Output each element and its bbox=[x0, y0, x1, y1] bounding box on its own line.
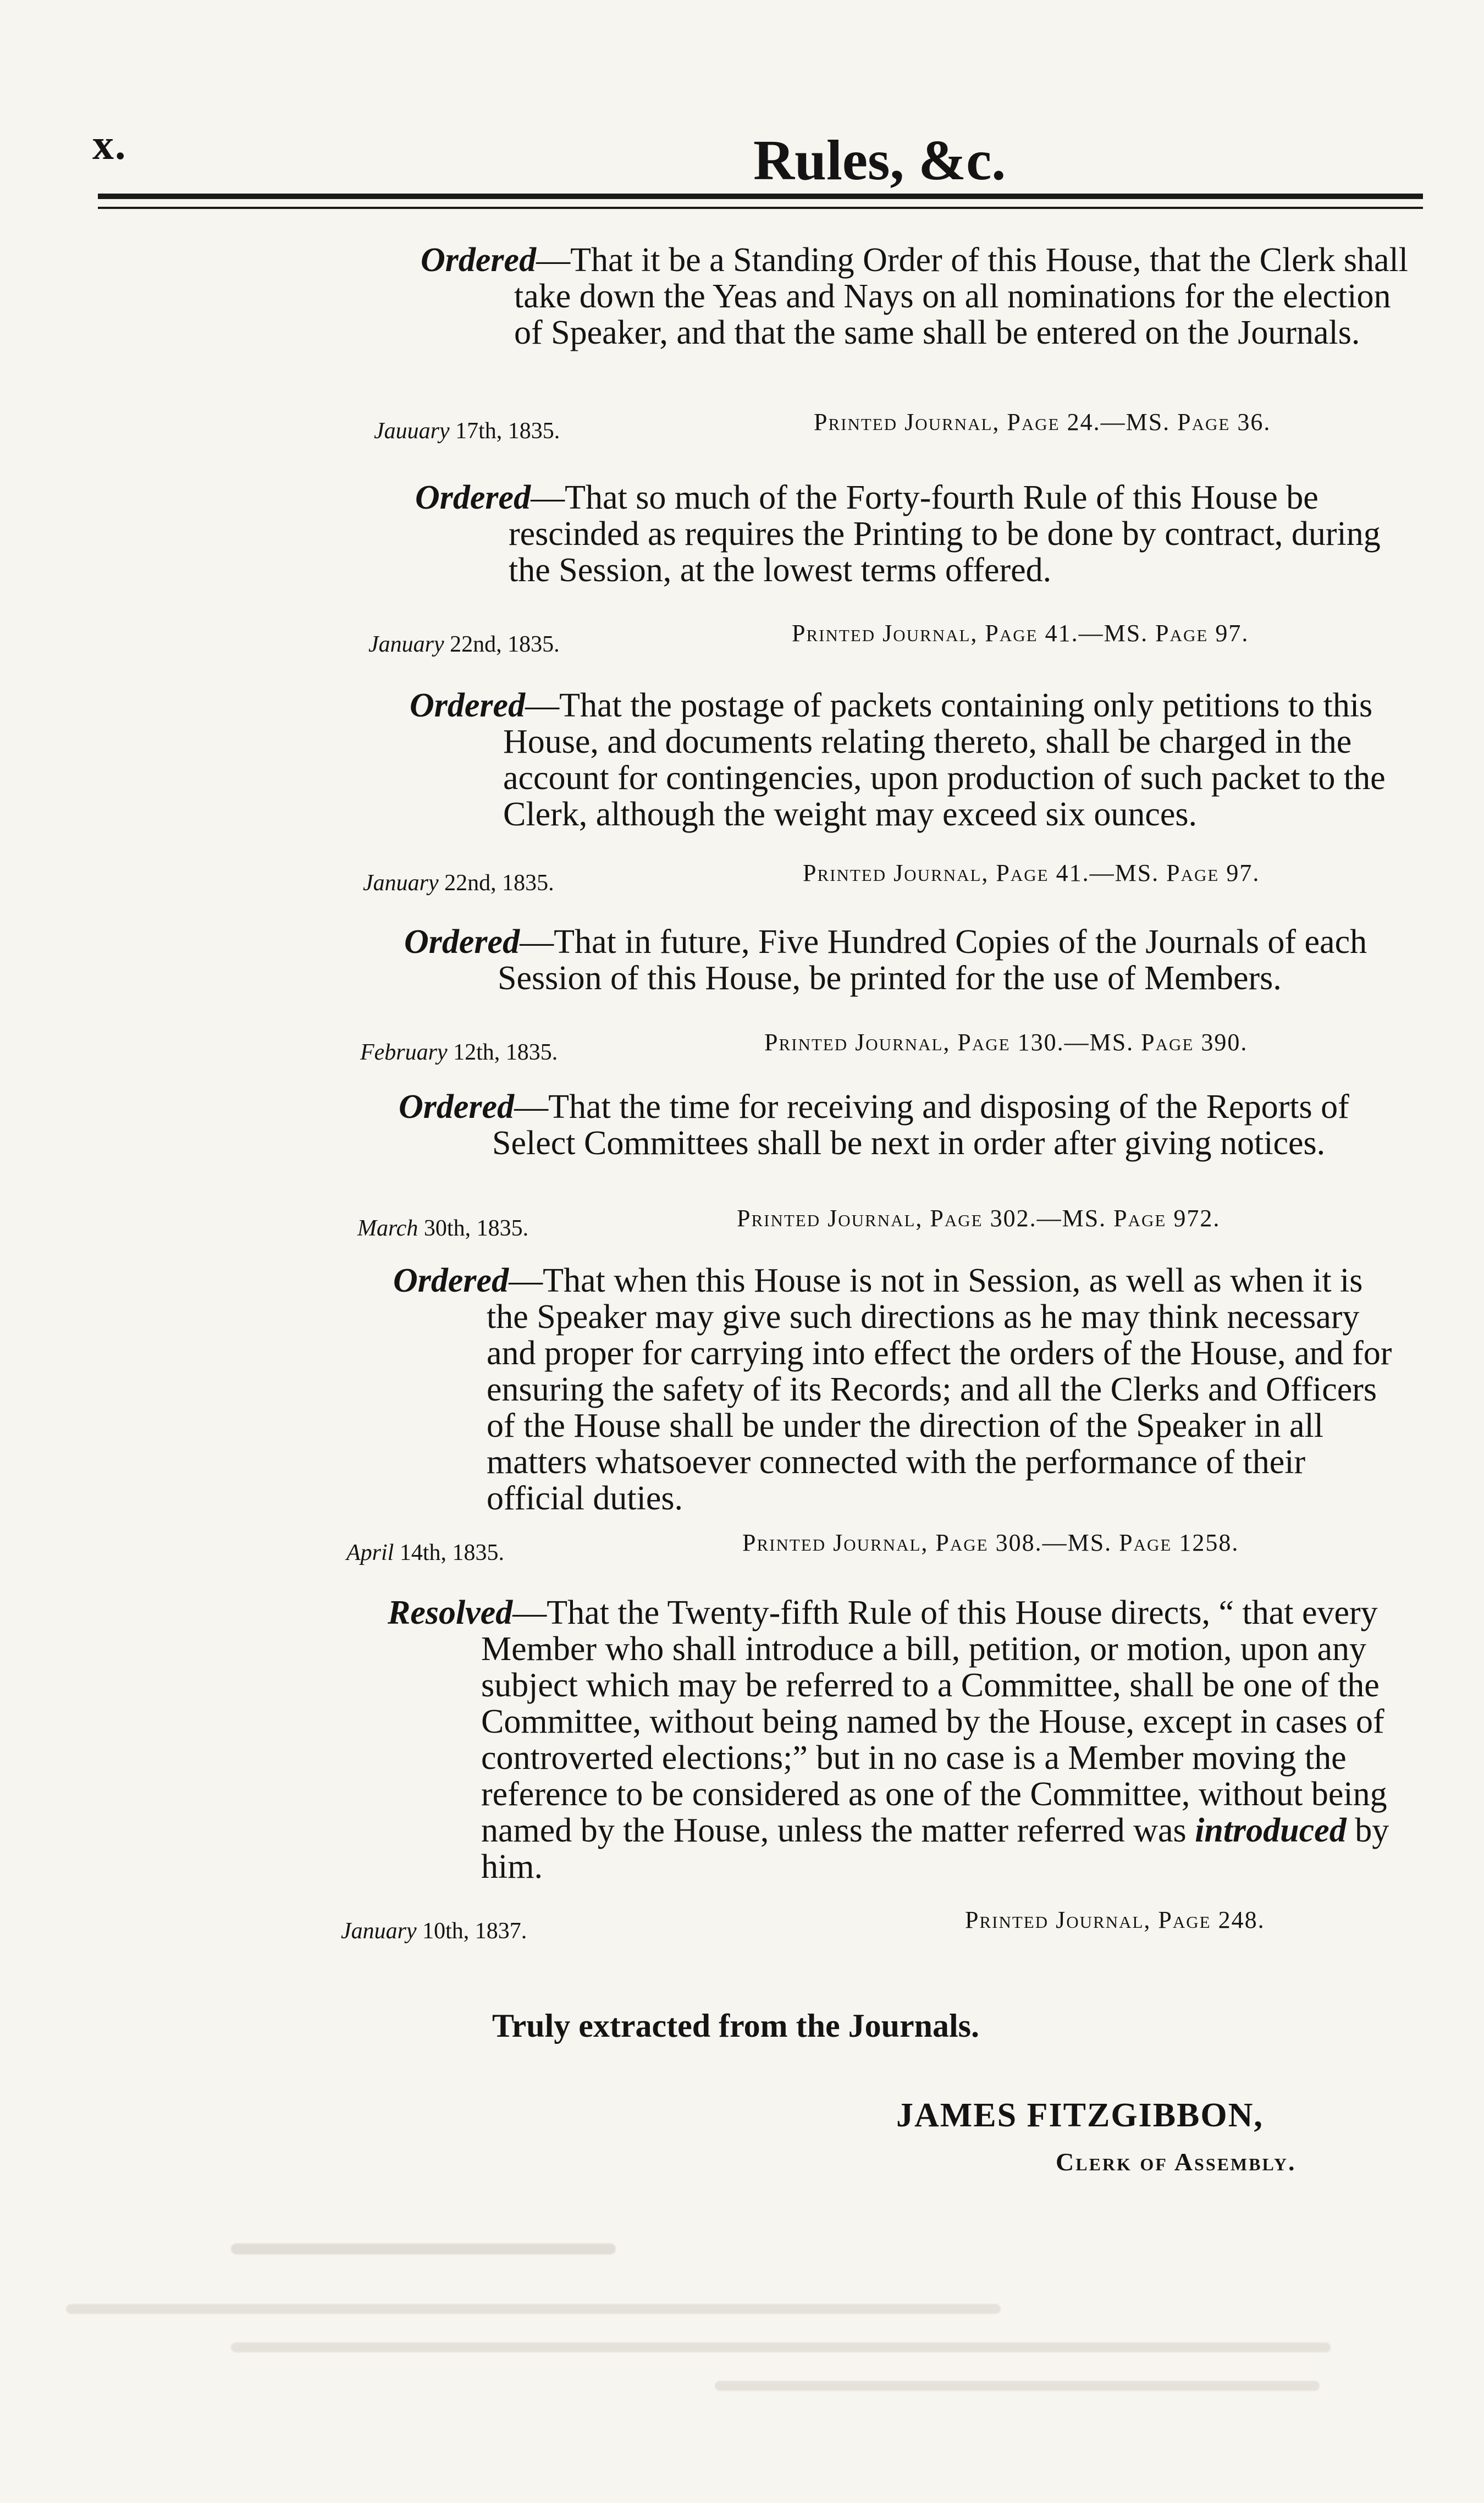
order-keyword: Ordered bbox=[415, 479, 531, 516]
order-date: January 10th, 1837. bbox=[341, 1918, 527, 1944]
signatory-name: JAMES FITZGIBBON, bbox=[896, 2097, 1264, 2134]
order-keyword: Ordered bbox=[393, 1262, 509, 1299]
header-rule-thin bbox=[98, 207, 1423, 209]
order-date: January 22nd, 1835. bbox=[363, 870, 554, 896]
order-date: February 12th, 1835. bbox=[360, 1040, 558, 1065]
journal-reference: Printed Journal, Page 308.—MS. Page 1258. bbox=[742, 1529, 1239, 1556]
journal-reference: Printed Journal, Page 130.—MS. Page 390. bbox=[764, 1029, 1248, 1056]
attestation: Truly extracted from the Journals. bbox=[492, 2008, 979, 2044]
order-text: —That in future, Five Hundred Copies of the Journals of each Session of this House, be printed for the use of Members. bbox=[498, 923, 1367, 997]
order-text: —That so much of the Forty-fourth Rule of this House be rescinded as requires the Printing to be done by contract, during the Session, at the lowest terms offered. bbox=[509, 479, 1381, 589]
resolution-text-end: by him. bbox=[481, 1812, 1389, 1885]
resolution-entry bbox=[388, 1595, 1394, 1885]
order-entry bbox=[415, 479, 1421, 588]
bleed-through-smudge bbox=[66, 2304, 1001, 2314]
order-text: —That the postage of packets containing only petitions to this House, and documents relating thereto, shall be charged in the account for contingencies, upon production of such packet to the Clerk, although the weight may exceed six ounces. bbox=[503, 687, 1386, 833]
resolution-text: —That the Twenty-fifth Rule of this House directs, “ that every Member who shall introduce a bill, petition, or motion, upon any subject which may be referred to a Committee, shall be one of the Committee, without being named by the House, except in cases of controverted elections;” but in no case is a Member moving the reference to be considered as one of the Committee, without being named by the House, unless the matter referred was bbox=[481, 1594, 1387, 1849]
resolution-keyword: Resolved bbox=[388, 1594, 513, 1631]
resolution-emphasis: introduced bbox=[1195, 1812, 1347, 1849]
order-keyword: Ordered bbox=[404, 923, 520, 961]
order-entry bbox=[410, 687, 1416, 833]
order-date: Jauuary 17th, 1835. bbox=[374, 418, 560, 444]
order-keyword: Ordered bbox=[410, 687, 526, 724]
order-entry bbox=[421, 242, 1427, 351]
order-entry bbox=[393, 1262, 1399, 1517]
page-number: x. bbox=[92, 120, 127, 168]
bleed-through-smudge bbox=[231, 2243, 616, 2254]
header-rule-thick bbox=[98, 194, 1423, 199]
bleed-through-smudge bbox=[715, 2381, 1320, 2391]
order-text: —That when this House is not in Session, as well as when it is the Speaker may give such directions as he may think necessary and proper for carrying into effect the orders of the House, and for ensuring the safety of its Records; and all the Clerks and Officers of the House shall be under the direction of the Speaker in all matters whatsoever connected with the performance of their official duties. bbox=[487, 1262, 1392, 1517]
order-text: —That it be a Standing Order of this House, that the Clerk shall take down the Yeas and Nays on all nominations for the election of Speaker, and that the same shall be entered on the Journals. bbox=[514, 241, 1408, 351]
order-date: April 14th, 1835. bbox=[346, 1540, 505, 1565]
journal-reference: Printed Journal, Page 24.—MS. Page 36. bbox=[814, 409, 1271, 435]
journal-reference: Printed Journal, Page 302.—MS. Page 972. bbox=[737, 1205, 1221, 1232]
signatory-title: Clerk of Assembly. bbox=[1056, 2148, 1297, 2176]
bleed-through-smudge bbox=[231, 2342, 1331, 2352]
order-keyword: Ordered bbox=[399, 1088, 515, 1126]
order-entry bbox=[404, 924, 1410, 996]
order-date: March 30th, 1835. bbox=[357, 1216, 529, 1241]
order-entry bbox=[399, 1089, 1405, 1161]
order-text: —That the time for receiving and disposing of the Reports of Select Committees shall be next in order after giving notices. bbox=[492, 1088, 1349, 1162]
running-title: Rules, &c. bbox=[753, 129, 1006, 192]
journal-reference: Printed Journal, Page 41.—MS. Page 97. bbox=[792, 620, 1249, 647]
order-keyword: Ordered bbox=[421, 241, 537, 279]
journal-reference: Printed Journal, Page 248. bbox=[965, 1906, 1265, 1933]
order-date: January 22nd, 1835. bbox=[368, 632, 560, 657]
journal-reference: Printed Journal, Page 41.—MS. Page 97. bbox=[803, 859, 1260, 886]
